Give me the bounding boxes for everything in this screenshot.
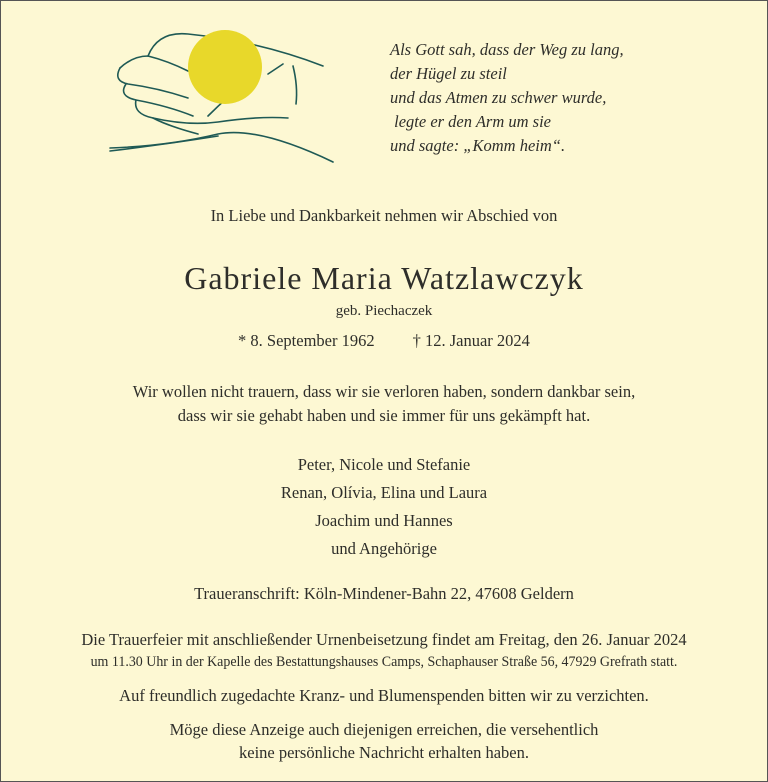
ceremony-line: um 11.30 Uhr in der Kapelle des Bestattungshauses Camps, Schaphauser Straße 56, 47929 Grefrath statt. <box>90 654 678 670</box>
birth-date: * 8. September 1962 <box>238 331 375 350</box>
closing-line: Möge diese Anzeige auch diejenigen erreichen, die versehentlich <box>169 720 599 739</box>
sun-circle <box>188 30 262 104</box>
poem-line: und sagte: „Komm heim“. <box>390 136 566 155</box>
deceased-name: Gabriele Maria Watzlawczyk <box>184 260 584 296</box>
poem-line: Als Gott sah, dass der Weg zu lang, <box>390 40 624 59</box>
hand-holding-sun-illustration <box>108 26 336 164</box>
quote-line: Wir wollen nicht trauern, dass wir sie verloren haben, sondern dankbar sein, <box>132 382 636 401</box>
family-line: und Angehörige <box>331 539 437 558</box>
mourning-address: Traueranschrift: Köln-Mindener-Bahn 22, 47608 Geldern <box>194 584 574 603</box>
dates <box>0 331 768 351</box>
family-line: Renan, Olívia, Elina und Laura <box>280 483 488 502</box>
family-line: Joachim und Hannes <box>315 511 453 530</box>
closing-line: keine persönliche Nachricht erhalten haben. <box>239 743 529 762</box>
death-date: † 12. Januar 2024 <box>412 331 530 350</box>
ceremony-line: Die Trauerfeier mit anschließender Urnenbeisetzung findet am Freitag, den 26. Januar 2024 <box>81 630 687 649</box>
family-line: Peter, Nicole und Stefanie <box>297 455 471 474</box>
poem-line: legte er den Arm um sie <box>390 112 551 131</box>
poem-line: und das Atmen zu schwer wurde, <box>390 88 607 107</box>
intro-text: In Liebe und Dankbarkeit nehmen wir Abschied von <box>210 206 558 225</box>
maiden-name: geb. Piechaczek <box>335 303 433 319</box>
flowers-note: Auf freundlich zugedachte Kranz- und Blumenspenden bitten wir zu verzichten. <box>119 686 649 705</box>
poem <box>390 38 624 158</box>
poem-line: der Hügel zu steil <box>390 64 507 83</box>
quote-line: dass wir sie gehabt haben und sie immer für uns gekämpft hat. <box>177 406 591 425</box>
